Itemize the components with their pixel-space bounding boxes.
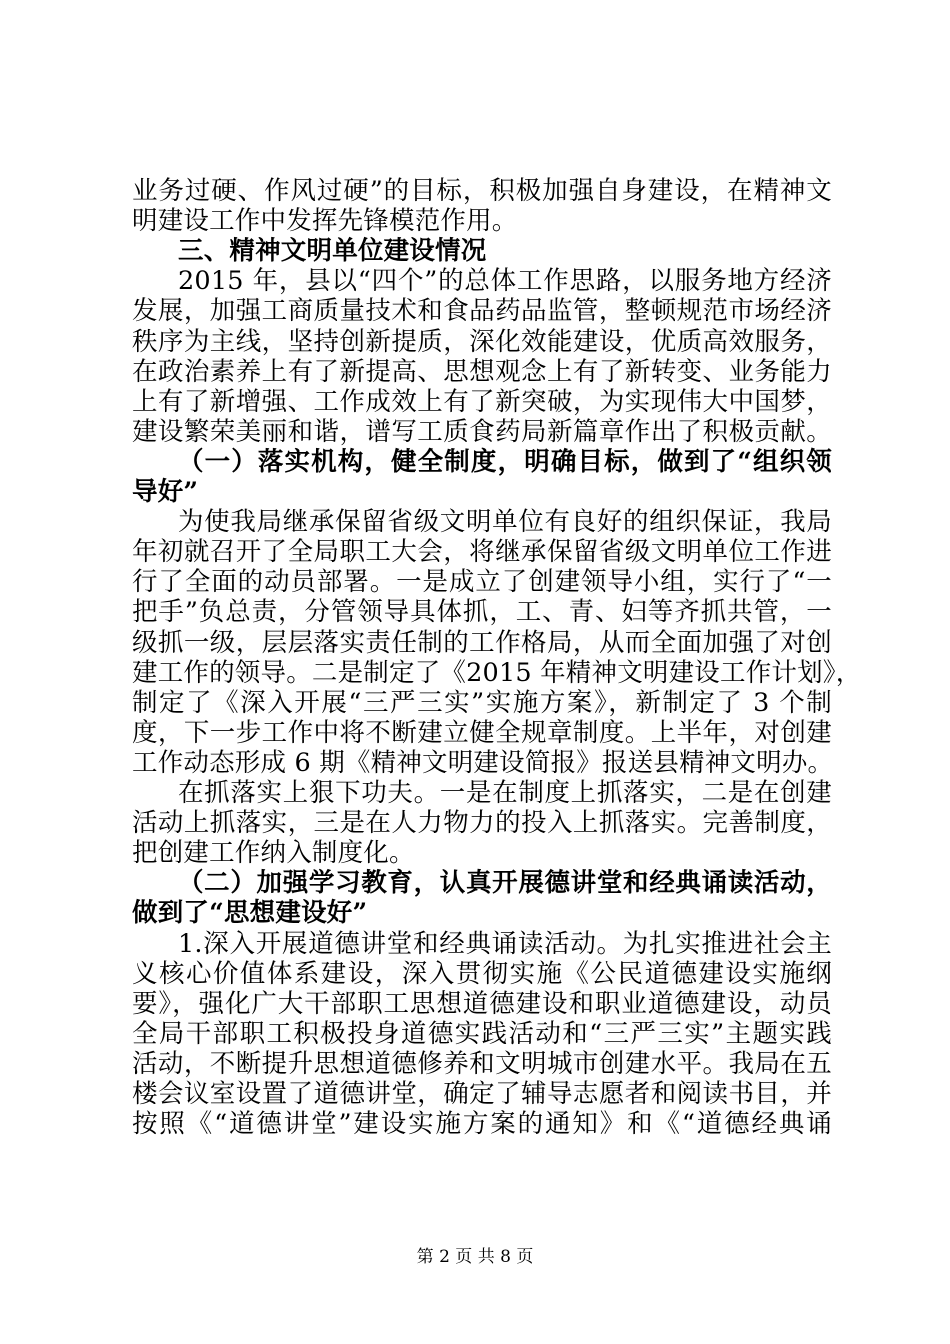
body-text-line: 年初就召开了全局职工大会，将继承保留省级文明单位工作进 — [132, 537, 832, 568]
page-footer: 第 2 页 共 8 页 — [416, 1247, 534, 1267]
body-text-line: 活动上抓落实，三是在人力物力的投入上抓落实。完善制度， — [132, 808, 832, 839]
body-text-line: 业务过硬、作风过硬”的目标，积极加强自身建设，在精神文 — [132, 176, 832, 206]
body-text-line: 活动，不断提升思想道德修养和文明城市创建水平。我局在五 — [132, 1048, 832, 1079]
body-text-line: 义核心价值体系建设，深入贯彻实施《公民道德建设实施纲 — [132, 958, 832, 989]
body-text-line: 把创建工作纳入制度化。 — [132, 838, 415, 869]
body-text-line: 建工作的领导。二是制定了《2015 年精神文明建设工作计划》， — [132, 657, 862, 688]
subsection-heading: 导好” — [132, 477, 199, 507]
body-text-line: 制定了《深入开展“三严三实”实施方案》，新制定了 3 个制 — [132, 687, 832, 718]
subsection-heading: （一）落实机构，健全制度，明确目标，做到了“组织领 — [178, 446, 832, 477]
body-text-line: 为使我局继承保留省级文明单位有良好的组织保证，我局 — [178, 507, 832, 538]
body-text-line: 上有了新增强、工作成效上有了新突破，为实现伟大中国梦， — [132, 386, 832, 417]
body-text-line: 建设繁荣美丽和谐，谱写工质食药局新篇章作出了积极贡献。 — [132, 416, 832, 447]
body-text-line: 工作动态形成 6 期《精神文明建设简报》报送县精神文明办。 — [132, 747, 834, 778]
body-text-line: 秩序为主线，坚持创新提质，深化效能建设，优质高效服务， — [132, 326, 832, 357]
body-text-line: 要》，强化广大干部职工思想道德建设和职业道德建设，动员 — [132, 988, 832, 1019]
body-text-line: 楼会议室设置了道德讲堂，确定了辅导志愿者和阅读书目，并 — [132, 1079, 832, 1109]
subsection-heading: （二）加强学习教育，认真开展德讲堂和经典诵读活动， — [178, 868, 832, 899]
body-text-line: 发展，加强工商质量技术和食品药品监管，整顿规范市场经济 — [132, 296, 832, 327]
section-heading: 三、精神文明单位建设情况 — [178, 236, 487, 267]
body-text-line: 1.深入开展道德讲堂和经典诵读活动。为扎实推进社会主 — [178, 928, 832, 959]
body-text-line: 全局干部职工积极投身道德实践活动和“三严三实”主题实践 — [132, 1018, 832, 1049]
body-text-line: 在抓落实上狠下功夫。一是在制度上抓落实，二是在创建 — [178, 778, 832, 808]
body-text-line: 行了全面的动员部署。一是成立了创建领导小组，实行了“一 — [132, 567, 832, 598]
body-text-line: 把手”负总责，分管领导具体抓，工、青、妇等齐抓共管，一 — [132, 597, 832, 628]
body-text-line: 2015 年，县以“四个”的总体工作思路，以服务地方经济 — [178, 266, 832, 297]
body-text-line: 度，下一步工作中将不断建立健全规章制度。上半年，对创建 — [132, 717, 832, 748]
body-text-line: 按照《“道德讲堂”建设实施方案的通知》和《“道德经典诵 — [132, 1109, 832, 1140]
body-text-line: 级抓一级，层层落实责任制的工作格局，从而全面加强了对创 — [132, 627, 832, 658]
body-text-line: 在政治素养上有了新提高、思想观念上有了新转变、业务能力 — [132, 356, 832, 387]
body-text-line: 明建设工作中发挥先锋模范作用。 — [132, 206, 518, 237]
subsection-heading: 做到了“思想建设好” — [132, 898, 368, 929]
